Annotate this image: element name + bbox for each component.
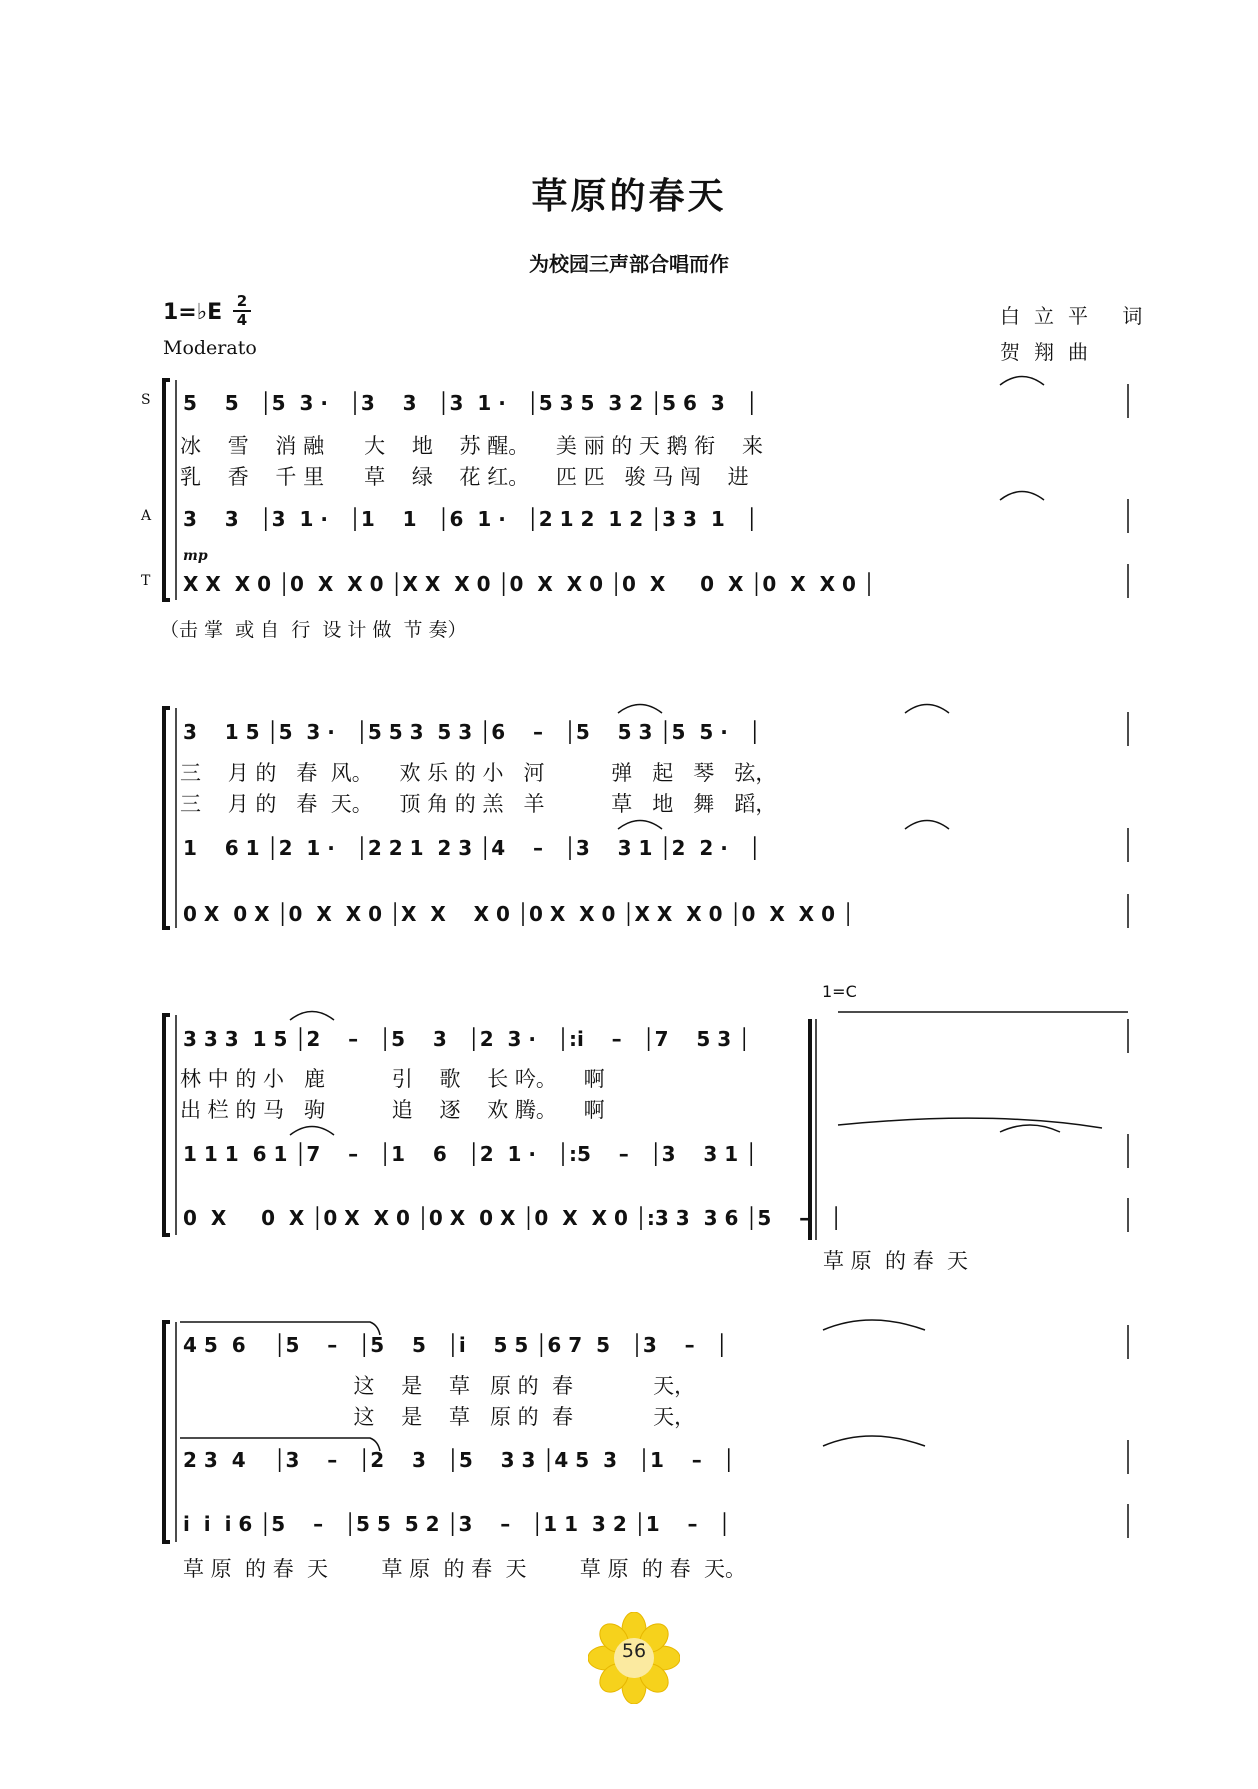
page-number: 56 [621, 1640, 647, 1662]
lyrics-verse2-line-3: 出 栏 的 马 驹 追 逐 欢 腾。 啊 [180, 1098, 605, 1122]
lyrics-verse1-line-4: 这 是 草 原 的 春 天， [180, 1374, 696, 1398]
soprano-line-4: 4 5 6 │5 – │5 5 │i 5 5 │6 7 5 │3 – │ [183, 1333, 728, 1357]
slurs [180, 377, 1128, 1452]
tenor-line-4: i i i 6 │5 – │5 5 5 2 │3 – │1 1 3 2 │1 – │ [183, 1512, 731, 1536]
soprano-line-2: 3 1 5 │5 3 · │5 5 3 5 3 │6 – │5 5 3 │5 5 · │ [183, 720, 761, 744]
lyricist-credit: 白立平 词 [1000, 304, 1157, 328]
soprano-line-3: 3 3 3 1 5 │2 – │5 3 │2 3 · │:i – │7 5 3 │ [183, 1027, 751, 1051]
composer-credit: 贺翔曲 [1000, 340, 1102, 364]
system-bracket-4 [164, 1322, 176, 1542]
system-bracket-1 [164, 380, 176, 600]
time-signature-bottom: 4 [236, 311, 248, 329]
clap-instruction: （击 掌 或 自 行 设 计 做 节 奏） [160, 619, 467, 641]
tenor-line-1: X X X 0 │0 X X 0 │X X X 0 │0 X X 0 │0 X 0 X │0 X X 0 │ [183, 572, 875, 596]
alto-line-3: 1 1 1 6 1 │7 – │1 6 │2 1 · │:5 – │3 3 1 │ [183, 1142, 758, 1166]
key-signature: 1=♭E [163, 300, 223, 325]
tenor-words-line-4: 草 原 的 春 天 草 原 的 春 天 草 原 的 春 天。 [183, 1557, 746, 1581]
dynamic-marking: mp [183, 548, 208, 564]
lyrics-verse1-line-3: 林 中 的 小 鹿 引 歌 长 吟。 啊 [180, 1067, 605, 1091]
lyrics-verse1-line-1: 冰 雪 消 融 大 地 苏 醒。 美 丽 的 天 鹅 衔 来 [180, 434, 763, 458]
tenor-line-3: 0 X 0 X │0 X X 0 │0 X 0 X │0 X X 0 │:3 3 3 6 │5 – │ [183, 1206, 843, 1230]
tenor-words-line-3: 草 原 的 春 天 [823, 1249, 969, 1273]
song-title: 草原的春天 [531, 176, 727, 217]
time-signature-top: 2 [236, 292, 248, 310]
lyrics-verse2-line-2: 三 月 的 春 天。 顶 角 的 羔 羊 草 地 舞 蹈， [180, 792, 777, 816]
tempo-marking: Moderato [163, 337, 257, 359]
tenor-line-2: 0 X 0 X │0 X X 0 │X X X 0 │0 X X 0 │X X X 0 │0 X X 0 │ [183, 902, 854, 926]
song-subtitle: 为校园三声部合唱而作 [529, 252, 729, 276]
voice-label-tenor: T [141, 573, 151, 589]
alto-line-4: 2 3 4 │3 – │2 3 │5 3 3 │4 5 3 │1 – │ [183, 1448, 735, 1472]
alto-line-2: 1 6 1 │2 1 · │2 2 1 2 3 │4 – │3 3 1 │2 2 · │ [183, 836, 761, 860]
alto-line-1: 3 3 │3 1 · │1 1 │6 1 · │2 1 2 1 2 │3 3 1 │ [183, 507, 758, 531]
system-bracket-2 [164, 708, 176, 928]
modulation-key: 1=C [822, 982, 857, 1001]
lyrics-verse2-line-4: 这 是 草 原 的 春 天， [180, 1405, 696, 1429]
lyrics-verse1-line-2: 三 月 的 春 风。 欢 乐 的 小 河 弹 起 琴 弦， [180, 761, 777, 785]
system-bracket-3 [164, 1015, 176, 1235]
lyrics-verse2-line-1: 乳 香 千 里 草 绿 花 红。 匹 匹 骏 马 闯 进 [180, 465, 749, 489]
voice-label-soprano: S [141, 392, 151, 408]
repeat-sign [810, 1019, 816, 1240]
voice-label-alto: A [141, 508, 152, 524]
soprano-line-1: 5 5 │5 3 · │3 3 │3 1 · │5 3 5 3 2 │5 6 3 │ [183, 391, 758, 415]
